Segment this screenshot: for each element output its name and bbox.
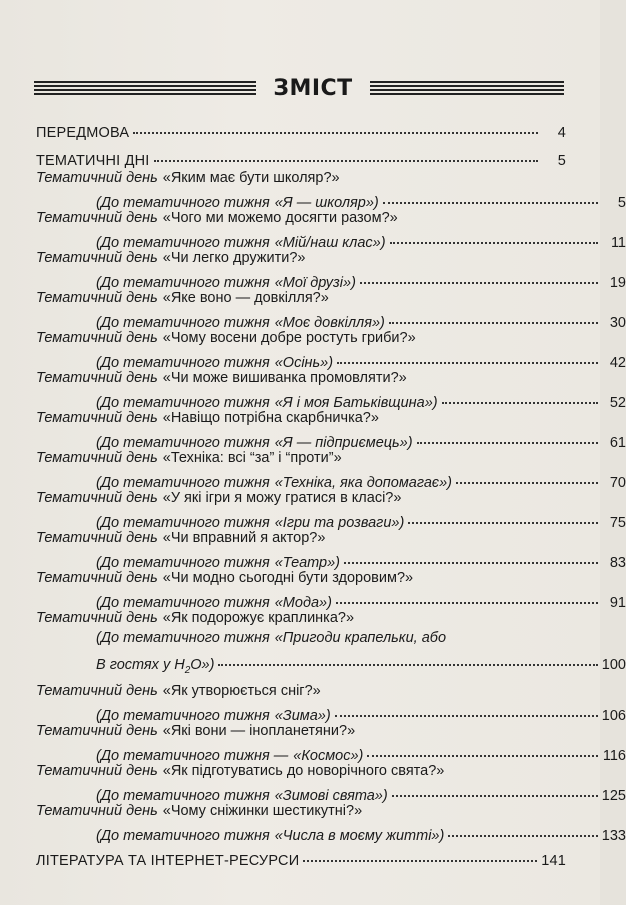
page-number: 91 (609, 594, 626, 611)
day-title: «Яке воно — довкілля?» (162, 290, 329, 306)
week-title: «Я і моя Батьківщина») (274, 394, 438, 411)
dot-leader (408, 507, 598, 524)
week-title: «Моє довкілля») (274, 314, 385, 331)
week-title: «Зимові свята») (274, 787, 388, 804)
dot-leader (303, 845, 537, 862)
toc-entry-foreword[interactable] (36, 120, 566, 142)
thematic-week-line[interactable] (36, 470, 626, 492)
thematic-week-line[interactable] (36, 230, 626, 252)
day-title: «Чи модно сьогодні бути здоровим?» (162, 570, 414, 586)
day-title: «Як підготуватись до новорічного свята?» (162, 763, 445, 779)
day-title: «Чому сніжинки шестикутні?» (162, 803, 363, 819)
dot-leader (417, 427, 598, 444)
dot-leader (360, 267, 598, 284)
page-number: 5 (557, 152, 566, 169)
thematic-week-line[interactable] (36, 270, 626, 292)
week-label: (До тематичного тижня (96, 514, 270, 531)
week-title: «Техніка, яка допомагає») (274, 474, 452, 491)
dot-leader (367, 740, 598, 757)
thematic-week-line[interactable] (36, 190, 626, 212)
day-label: Тематичний день (36, 250, 158, 266)
day-title: «Які вони — інопланетяни?» (162, 723, 356, 739)
day-label: Тематичний день (36, 723, 158, 739)
dot-leader (336, 587, 598, 604)
week-title: «Космос») (293, 747, 364, 764)
day-label: Тематичний день (36, 330, 158, 346)
day-title: «Чи може вишиванка промовляти?» (162, 370, 407, 386)
thematic-week-line[interactable] (36, 390, 626, 412)
page-number: 125 (601, 787, 626, 804)
thematic-week-line[interactable] (36, 590, 626, 612)
day-title: «Яким має бути школяр?» (162, 170, 340, 186)
thematic-week-line[interactable] (36, 430, 626, 452)
thematic-week-line[interactable] (36, 703, 626, 725)
heading-rule-right (370, 81, 564, 97)
contents-heading (34, 78, 564, 100)
page-title: ЗМІСТ (273, 76, 353, 101)
day-label: Тематичний день (36, 530, 158, 546)
page-number: 133 (601, 827, 626, 844)
day-title: «Чи легко дружити?» (162, 250, 306, 266)
page-number: 30 (609, 314, 626, 331)
toc-entry-literature[interactable] (36, 848, 566, 870)
thematic-week-line[interactable] (36, 350, 626, 372)
dot-leader (389, 307, 598, 324)
week-title: «Мій/наш клас») (274, 234, 386, 251)
page-number: 100 (601, 656, 626, 673)
page-number: 19 (609, 274, 626, 291)
week-label: (До тематичного тижня (96, 787, 270, 804)
week-label: (До тематичного тижня (96, 274, 270, 291)
day-label: Тематичний день (36, 490, 158, 506)
dot-leader (383, 187, 598, 204)
week-label: (До тематичного тижня (96, 194, 270, 211)
week-label: (До тематичного тижня (96, 630, 270, 646)
page-number: 11 (610, 234, 626, 251)
page-number: 141 (541, 852, 566, 869)
dot-leader (218, 649, 597, 666)
page-number: 106 (601, 707, 626, 724)
dot-leader (344, 547, 598, 564)
page-number: 70 (609, 474, 626, 491)
page-number: 42 (609, 354, 626, 371)
day-title: «Техніка: всі “за” і “проти”» (162, 450, 342, 466)
thematic-week-line-continued[interactable] (36, 652, 626, 674)
entry-title: ПЕРЕДМОВА (36, 124, 130, 141)
heading-rule-left (34, 81, 256, 97)
day-title: «Чого ми можемо досягти разом?» (162, 210, 398, 226)
thematic-week-line[interactable] (36, 823, 626, 845)
day-label: Тематичний день (36, 803, 158, 819)
week-label: (До тематичного тижня (96, 234, 270, 251)
week-label: (До тематичного тижня (96, 594, 270, 611)
week-title: «Мода») (274, 594, 332, 611)
day-title: «Навіщо потрібна скарбничка?» (162, 410, 379, 426)
day-label: Тематичний день (36, 210, 158, 226)
week-title: «Я — підприємець») (274, 434, 413, 451)
day-label: Тематичний день (36, 683, 158, 699)
week-title-part: В гостях у H (96, 656, 185, 673)
dot-leader (448, 820, 597, 837)
day-label: Тематичний день (36, 570, 158, 586)
dot-leader (154, 145, 538, 162)
week-label: (До тематичного тижня (96, 474, 270, 491)
week-title: «Зима») (274, 707, 331, 724)
week-title: «Пригоди крапельки, або (274, 630, 447, 646)
dot-leader (392, 780, 598, 797)
dot-leader (442, 387, 598, 404)
week-label: (До тематичного тижня (96, 314, 270, 331)
week-label: (До тематичного тижня (96, 707, 270, 724)
week-label: (До тематичного тижня (96, 434, 270, 451)
page-number: 116 (602, 747, 626, 764)
page-number: 52 (609, 394, 626, 411)
day-title: «У які ігри я можу гратися в класі?» (162, 490, 402, 506)
day-title: «Як подорожує краплинка?» (162, 610, 355, 626)
dot-leader (335, 700, 598, 717)
day-title: «Чому восени добре ростуть гриби?» (162, 330, 416, 346)
page-number: 61 (609, 434, 626, 451)
entry-title: ЛІТЕРАТУРА ТА ІНТЕРНЕТ-РЕСУРСИ (36, 852, 300, 869)
week-title-continued (96, 657, 214, 676)
page-number: 83 (609, 554, 626, 571)
week-title: «Театр») (274, 554, 341, 571)
week-title: «Ігри та розваги») (274, 514, 405, 531)
day-label: Тематичний день (36, 410, 158, 426)
day-label: Тематичний день (36, 370, 158, 386)
thematic-week-line[interactable] (36, 743, 626, 765)
week-label: (До тематичного тижня (96, 827, 270, 844)
page-number: 5 (617, 194, 626, 211)
day-label: Тематичний день (36, 170, 158, 186)
thematic-week-line[interactable] (36, 510, 626, 532)
day-label: Тематичний день (36, 290, 158, 306)
week-title: «Осінь») (274, 354, 334, 371)
dot-leader (390, 227, 598, 244)
day-label: Тематичний день (36, 450, 158, 466)
week-label: (До тематичного тижня (96, 554, 270, 571)
week-label: (До тематичного тижня — (96, 747, 289, 764)
week-title: «Мої друзі») (274, 274, 356, 291)
day-title: «Як утворюється сніг?» (162, 683, 321, 699)
thematic-week-line[interactable] (36, 783, 626, 805)
subscript: 2 (184, 664, 191, 676)
dot-leader (133, 117, 538, 134)
thematic-week-line[interactable] (36, 550, 626, 572)
thematic-day-title-line (36, 610, 566, 632)
day-label: Тематичний день (36, 610, 158, 626)
day-label: Тематичний день (36, 763, 158, 779)
dot-leader (456, 467, 598, 484)
week-title-part: O») (190, 656, 215, 673)
dot-leader (337, 347, 598, 364)
page-number: 75 (609, 514, 626, 531)
page-number: 4 (557, 124, 566, 141)
week-title: «Числа в моєму житті») (274, 827, 445, 844)
day-title: «Чи вправний я актор?» (162, 530, 326, 546)
week-title: «Я — школяр») (274, 194, 379, 211)
week-label: (До тематичного тижня (96, 354, 270, 371)
week-label: (До тематичного тижня (96, 394, 270, 411)
toc-entry-thematic-days[interactable] (36, 148, 566, 170)
entry-title: ТЕМАТИЧНІ ДНІ (36, 152, 150, 169)
thematic-week-line[interactable] (36, 310, 626, 332)
